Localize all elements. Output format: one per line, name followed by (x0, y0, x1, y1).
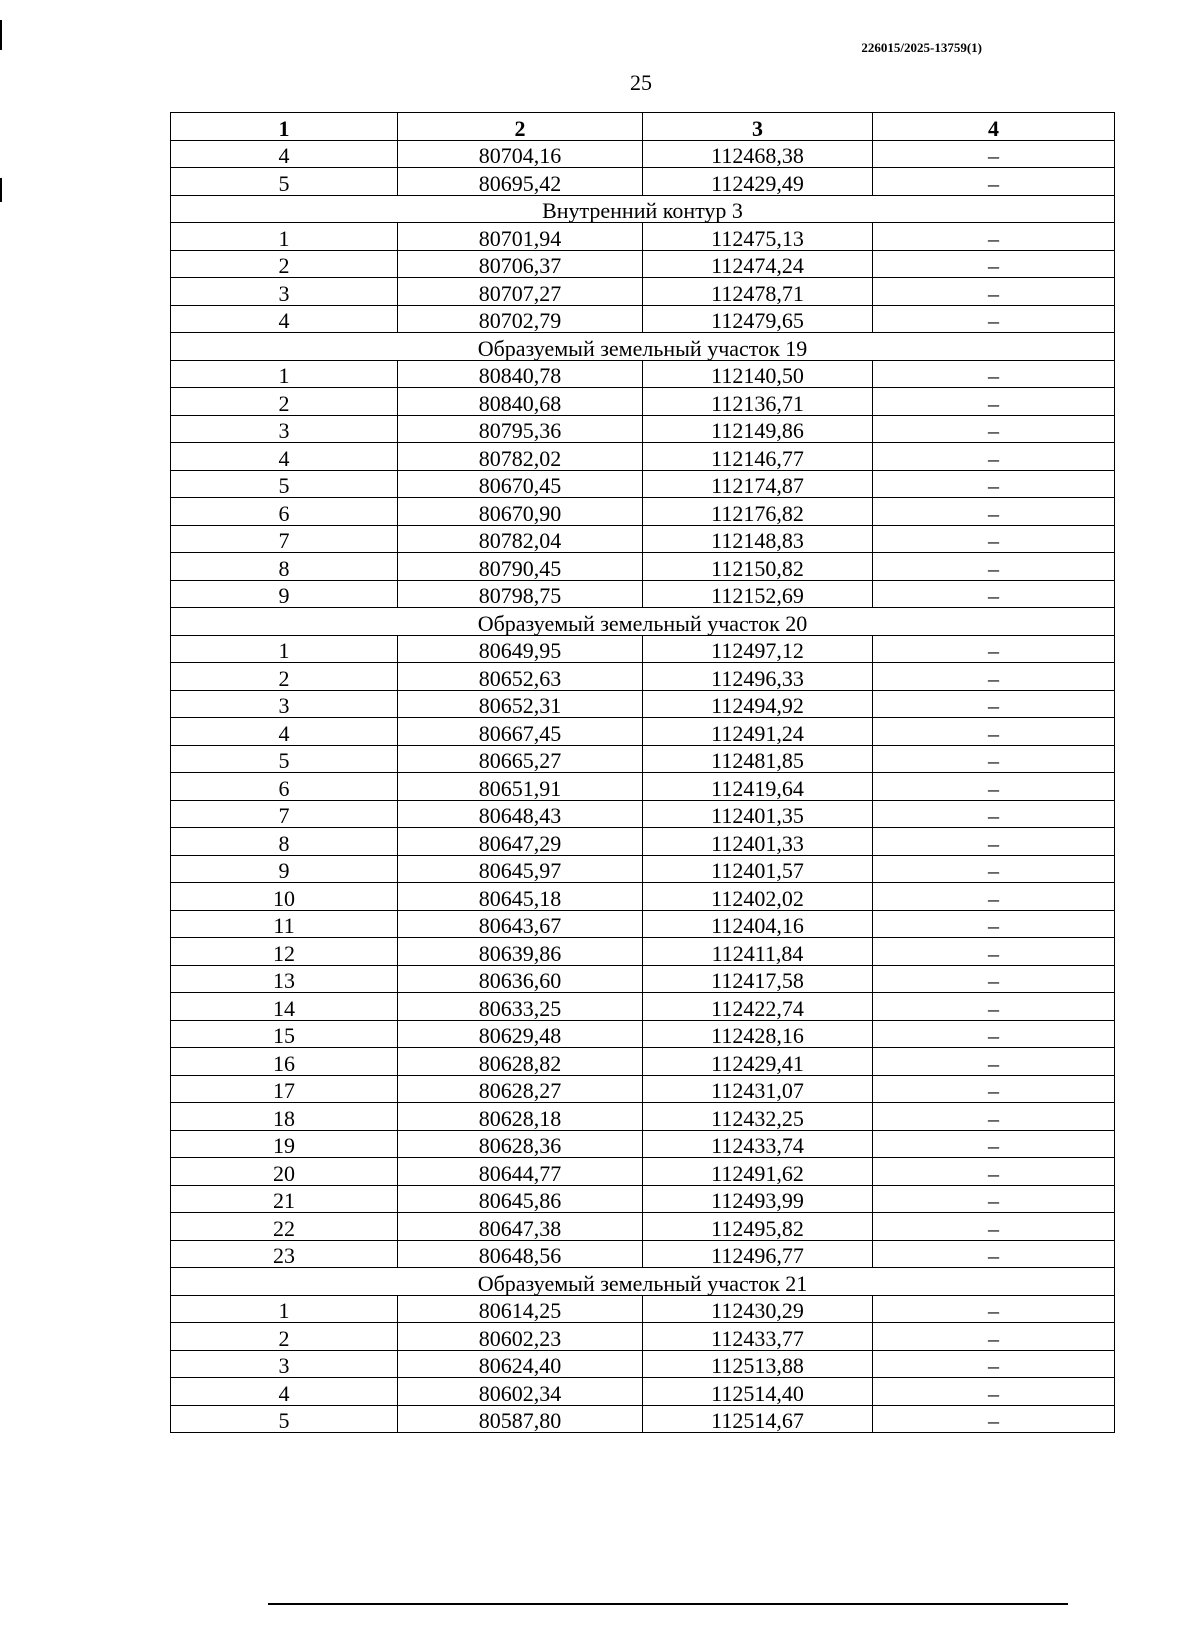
note-cell: – (873, 993, 1115, 1021)
y-coordinate-cell: 112401,57 (643, 855, 873, 883)
y-coordinate-cell: 112404,16 (643, 910, 873, 938)
note-cell: – (873, 1103, 1115, 1131)
section-title: Образуемый земельный участок 20 (171, 608, 1115, 636)
x-coordinate-cell: 80647,29 (398, 828, 643, 856)
point-number-cell: 5 (171, 470, 398, 498)
x-coordinate-cell: 80639,86 (398, 938, 643, 966)
point-number-cell: 10 (171, 883, 398, 911)
y-coordinate-cell: 112497,12 (643, 635, 873, 663)
note-cell: – (873, 278, 1115, 306)
y-coordinate-cell: 112428,16 (643, 1020, 873, 1048)
note-cell: – (873, 883, 1115, 911)
point-number-cell: 7 (171, 525, 398, 553)
note-cell: – (873, 1405, 1115, 1433)
table-row (171, 965, 1115, 993)
point-number-cell: 1 (171, 635, 398, 663)
table-row (171, 1103, 1115, 1131)
column-header: 1 (171, 113, 398, 141)
table-row (171, 993, 1115, 1021)
x-coordinate-cell: 80645,97 (398, 855, 643, 883)
table-row (171, 910, 1115, 938)
y-coordinate-cell: 112401,33 (643, 828, 873, 856)
table-row (171, 745, 1115, 773)
point-number-cell: 19 (171, 1130, 398, 1158)
point-number-cell: 8 (171, 553, 398, 581)
x-coordinate-cell: 80644,77 (398, 1158, 643, 1186)
point-number-cell: 13 (171, 965, 398, 993)
point-number-cell: 2 (171, 1323, 398, 1351)
y-coordinate-cell: 112150,82 (643, 553, 873, 581)
y-coordinate-cell: 112496,33 (643, 663, 873, 691)
point-number-cell: 9 (171, 855, 398, 883)
table-row (171, 1213, 1115, 1241)
table-row (171, 690, 1115, 718)
x-coordinate-cell: 80702,79 (398, 305, 643, 333)
x-coordinate-cell: 80602,23 (398, 1323, 643, 1351)
y-coordinate-cell: 112474,24 (643, 250, 873, 278)
y-coordinate-cell: 112475,13 (643, 223, 873, 251)
table-row (171, 855, 1115, 883)
x-coordinate-cell: 80670,45 (398, 470, 643, 498)
table-row (171, 278, 1115, 306)
table-row (171, 1240, 1115, 1268)
table-row (171, 140, 1115, 168)
section-row (171, 195, 1115, 223)
section-row (171, 1268, 1115, 1296)
note-cell: – (873, 223, 1115, 251)
x-coordinate-cell: 80614,25 (398, 1295, 643, 1323)
y-coordinate-cell: 112430,29 (643, 1295, 873, 1323)
x-coordinate-cell: 80628,27 (398, 1075, 643, 1103)
note-cell: – (873, 525, 1115, 553)
x-coordinate-cell: 80706,37 (398, 250, 643, 278)
table-row (171, 1020, 1115, 1048)
point-number-cell: 17 (171, 1075, 398, 1103)
left-edge-mark (0, 178, 2, 202)
section-row (171, 608, 1115, 636)
y-coordinate-cell: 112411,84 (643, 938, 873, 966)
point-number-cell: 16 (171, 1048, 398, 1076)
section-title: Внутренний контур 3 (171, 195, 1115, 223)
point-number-cell: 9 (171, 580, 398, 608)
table-row (171, 938, 1115, 966)
x-coordinate-cell: 80643,67 (398, 910, 643, 938)
table-row (171, 1158, 1115, 1186)
table-row (171, 498, 1115, 526)
note-cell: – (873, 1075, 1115, 1103)
table-row (171, 1295, 1115, 1323)
note-cell: – (873, 140, 1115, 168)
table-row (171, 525, 1115, 553)
note-cell: – (873, 965, 1115, 993)
y-coordinate-cell: 112478,71 (643, 278, 873, 306)
section-title: Образуемый земельный участок 19 (171, 333, 1115, 361)
y-coordinate-cell: 112148,83 (643, 525, 873, 553)
y-coordinate-cell: 112146,77 (643, 443, 873, 471)
table-row (171, 1130, 1115, 1158)
column-header: 2 (398, 113, 643, 141)
table-row (171, 250, 1115, 278)
note-cell: – (873, 773, 1115, 801)
x-coordinate-cell: 80645,86 (398, 1185, 643, 1213)
point-number-cell: 4 (171, 305, 398, 333)
x-coordinate-cell: 80652,31 (398, 690, 643, 718)
point-number-cell: 6 (171, 498, 398, 526)
point-number-cell: 22 (171, 1213, 398, 1241)
table-row (171, 1405, 1115, 1433)
point-number-cell: 7 (171, 800, 398, 828)
point-number-cell: 4 (171, 443, 398, 471)
table-row (171, 580, 1115, 608)
y-coordinate-cell: 112152,69 (643, 580, 873, 608)
note-cell: – (873, 1130, 1115, 1158)
point-number-cell: 18 (171, 1103, 398, 1131)
x-coordinate-cell: 80782,04 (398, 525, 643, 553)
note-cell: – (873, 828, 1115, 856)
bottom-rule (268, 1603, 1068, 1605)
x-coordinate-cell: 80647,38 (398, 1213, 643, 1241)
table-row (171, 1323, 1115, 1351)
table-row (171, 470, 1115, 498)
table-row (171, 305, 1115, 333)
point-number-cell: 3 (171, 1350, 398, 1378)
table-row (171, 553, 1115, 581)
table-row (171, 635, 1115, 663)
x-coordinate-cell: 80704,16 (398, 140, 643, 168)
document-number: 226015/2025-13759(1) (861, 40, 982, 55)
y-coordinate-cell: 112176,82 (643, 498, 873, 526)
y-coordinate-cell: 112493,99 (643, 1185, 873, 1213)
y-coordinate-cell: 112140,50 (643, 360, 873, 388)
note-cell: – (873, 360, 1115, 388)
note-cell: – (873, 1240, 1115, 1268)
point-number-cell: 5 (171, 168, 398, 196)
note-cell: – (873, 745, 1115, 773)
point-number-cell: 3 (171, 690, 398, 718)
x-coordinate-cell: 80602,34 (398, 1378, 643, 1406)
table-body (171, 140, 1115, 1433)
note-cell: – (873, 800, 1115, 828)
x-coordinate-cell: 80628,36 (398, 1130, 643, 1158)
y-coordinate-cell: 112432,25 (643, 1103, 873, 1131)
note-cell: – (873, 388, 1115, 416)
column-header: 3 (643, 113, 873, 141)
x-coordinate-cell: 80636,60 (398, 965, 643, 993)
point-number-cell: 12 (171, 938, 398, 966)
x-coordinate-cell: 80624,40 (398, 1350, 643, 1378)
table-row (171, 1350, 1115, 1378)
note-cell: – (873, 168, 1115, 196)
table-row (171, 883, 1115, 911)
y-coordinate-cell: 112431,07 (643, 1075, 873, 1103)
note-cell: – (873, 305, 1115, 333)
y-coordinate-cell: 112174,87 (643, 470, 873, 498)
x-coordinate-cell: 80629,48 (398, 1020, 643, 1048)
x-coordinate-cell: 80651,91 (398, 773, 643, 801)
note-cell: – (873, 1185, 1115, 1213)
point-number-cell: 6 (171, 773, 398, 801)
note-cell: – (873, 498, 1115, 526)
table-row (171, 388, 1115, 416)
y-coordinate-cell: 112513,88 (643, 1350, 873, 1378)
y-coordinate-cell: 112136,71 (643, 388, 873, 416)
point-number-cell: 14 (171, 993, 398, 1021)
point-number-cell: 11 (171, 910, 398, 938)
table-row (171, 800, 1115, 828)
point-number-cell: 1 (171, 223, 398, 251)
note-cell: – (873, 553, 1115, 581)
point-number-cell: 20 (171, 1158, 398, 1186)
x-coordinate-cell: 80648,56 (398, 1240, 643, 1268)
y-coordinate-cell: 112496,77 (643, 1240, 873, 1268)
y-coordinate-cell: 112422,74 (643, 993, 873, 1021)
section-title: Образуемый земельный участок 21 (171, 1268, 1115, 1296)
note-cell: – (873, 1295, 1115, 1323)
note-cell: – (873, 718, 1115, 746)
x-coordinate-cell: 80701,94 (398, 223, 643, 251)
note-cell: – (873, 1158, 1115, 1186)
point-number-cell: 2 (171, 663, 398, 691)
note-cell: – (873, 470, 1115, 498)
table-row (171, 663, 1115, 691)
point-number-cell: 4 (171, 1378, 398, 1406)
y-coordinate-cell: 112468,38 (643, 140, 873, 168)
table-row (171, 168, 1115, 196)
point-number-cell: 8 (171, 828, 398, 856)
table-row (171, 1075, 1115, 1103)
table-row (171, 360, 1115, 388)
y-coordinate-cell: 112491,24 (643, 718, 873, 746)
x-coordinate-cell: 80633,25 (398, 993, 643, 1021)
table-header-row (171, 113, 1115, 141)
table-row (171, 1185, 1115, 1213)
x-coordinate-cell: 80707,27 (398, 278, 643, 306)
x-coordinate-cell: 80667,45 (398, 718, 643, 746)
point-number-cell: 2 (171, 388, 398, 416)
x-coordinate-cell: 80665,27 (398, 745, 643, 773)
y-coordinate-cell: 112481,85 (643, 745, 873, 773)
note-cell: – (873, 855, 1115, 883)
note-cell: – (873, 250, 1115, 278)
point-number-cell: 23 (171, 1240, 398, 1268)
point-number-cell: 1 (171, 360, 398, 388)
point-number-cell: 3 (171, 278, 398, 306)
point-number-cell: 1 (171, 1295, 398, 1323)
note-cell: – (873, 1048, 1115, 1076)
x-coordinate-cell: 80652,63 (398, 663, 643, 691)
point-number-cell: 15 (171, 1020, 398, 1048)
x-coordinate-cell: 80840,68 (398, 388, 643, 416)
note-cell: – (873, 938, 1115, 966)
point-number-cell: 2 (171, 250, 398, 278)
y-coordinate-cell: 112417,58 (643, 965, 873, 993)
y-coordinate-cell: 112479,65 (643, 305, 873, 333)
point-number-cell: 21 (171, 1185, 398, 1213)
point-number-cell: 5 (171, 1405, 398, 1433)
y-coordinate-cell: 112433,77 (643, 1323, 873, 1351)
table-row (171, 443, 1115, 471)
x-coordinate-cell: 80840,78 (398, 360, 643, 388)
x-coordinate-cell: 80648,43 (398, 800, 643, 828)
x-coordinate-cell: 80628,82 (398, 1048, 643, 1076)
note-cell: – (873, 1213, 1115, 1241)
section-row (171, 333, 1115, 361)
note-cell: – (873, 1350, 1115, 1378)
y-coordinate-cell: 112419,64 (643, 773, 873, 801)
note-cell: – (873, 1323, 1115, 1351)
column-header: 4 (873, 113, 1115, 141)
note-cell: – (873, 415, 1115, 443)
x-coordinate-cell: 80645,18 (398, 883, 643, 911)
table-row (171, 415, 1115, 443)
x-coordinate-cell: 80587,80 (398, 1405, 643, 1433)
x-coordinate-cell: 80695,42 (398, 168, 643, 196)
y-coordinate-cell: 112429,49 (643, 168, 873, 196)
y-coordinate-cell: 112514,40 (643, 1378, 873, 1406)
y-coordinate-cell: 112491,62 (643, 1158, 873, 1186)
page-number: 25 (630, 70, 652, 95)
table-row (171, 718, 1115, 746)
table-row (171, 773, 1115, 801)
x-coordinate-cell: 80649,95 (398, 635, 643, 663)
point-number-cell: 4 (171, 140, 398, 168)
coordinates-table (170, 112, 1115, 1433)
point-number-cell: 3 (171, 415, 398, 443)
y-coordinate-cell: 112149,86 (643, 415, 873, 443)
table-row (171, 1378, 1115, 1406)
x-coordinate-cell: 80795,36 (398, 415, 643, 443)
x-coordinate-cell: 80670,90 (398, 498, 643, 526)
note-cell: – (873, 910, 1115, 938)
y-coordinate-cell: 112514,67 (643, 1405, 873, 1433)
table-row (171, 223, 1115, 251)
note-cell: – (873, 690, 1115, 718)
table-row (171, 828, 1115, 856)
note-cell: – (873, 663, 1115, 691)
y-coordinate-cell: 112429,41 (643, 1048, 873, 1076)
y-coordinate-cell: 112495,82 (643, 1213, 873, 1241)
table-row (171, 1048, 1115, 1076)
note-cell: – (873, 580, 1115, 608)
note-cell: – (873, 443, 1115, 471)
x-coordinate-cell: 80790,45 (398, 553, 643, 581)
point-number-cell: 4 (171, 718, 398, 746)
y-coordinate-cell: 112401,35 (643, 800, 873, 828)
y-coordinate-cell: 112433,74 (643, 1130, 873, 1158)
left-edge-mark (0, 20, 2, 50)
note-cell: – (873, 1378, 1115, 1406)
note-cell: – (873, 1020, 1115, 1048)
x-coordinate-cell: 80798,75 (398, 580, 643, 608)
point-number-cell: 5 (171, 745, 398, 773)
y-coordinate-cell: 112402,02 (643, 883, 873, 911)
y-coordinate-cell: 112494,92 (643, 690, 873, 718)
x-coordinate-cell: 80628,18 (398, 1103, 643, 1131)
note-cell: – (873, 635, 1115, 663)
x-coordinate-cell: 80782,02 (398, 443, 643, 471)
